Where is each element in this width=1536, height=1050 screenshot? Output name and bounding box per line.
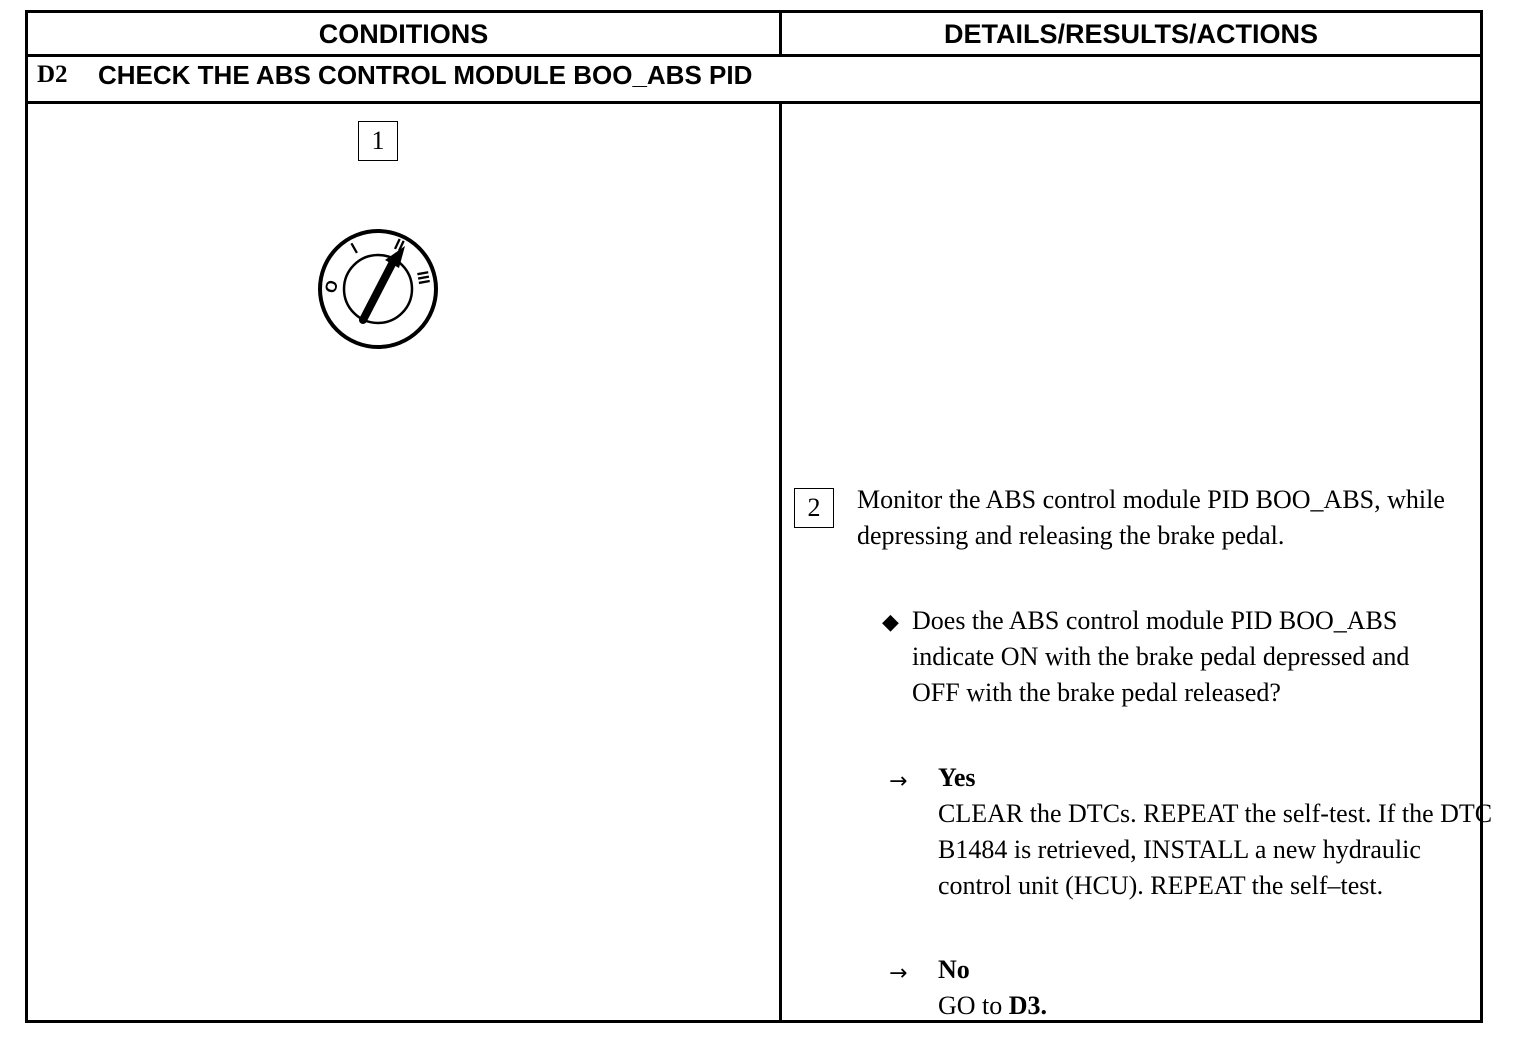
diagnostic-table [25,10,1493,1023]
switch-label-2: II [391,236,407,256]
question-text: Does the ABS control module PID BOO_ABS indicate ON with the brake pedal depressed and OFF with the brake pedal released? [912,606,1410,707]
step-row [28,57,1480,104]
conditions-cell [28,104,782,1020]
switch-label-1: I [348,240,361,258]
bullet-icon: ◆ [882,609,899,634]
response-no-label: No [938,955,970,984]
step-box-2: 2 [794,488,834,528]
goto-step-link: D3. [1008,991,1048,1020]
response-no-prefix: GO to [938,991,1009,1020]
ignition-switch-icon [313,224,443,354]
arrow-right-icon: → [889,769,908,794]
details-cell [782,104,1493,1020]
arrow-right-icon: → [889,961,908,986]
step-title: CHECK THE ABS CONTROL MODULE BOO_ABS PID [98,60,753,90]
details-header: DETAILS/RESULTS/ACTIONS [943,19,1318,49]
instruction-text: Monitor the ABS control module PID BOO_ABS, while depressing and releasing the brake pedal. [857,485,1445,550]
header-row [28,13,1480,57]
step-id: D2 [37,61,68,88]
response-yes-label: Yes [938,763,976,792]
switch-label-3: III [413,269,433,286]
conditions-header: CONDITIONS [28,13,782,54]
response-yes-text: CLEAR the DTCs. REPEAT the self-test. If the DTC B1484 is retrieved, INSTALL a new hydraulic control unit (HCU). REPEAT the self–test. [938,799,1493,900]
step-box-1: 1 [358,121,398,161]
switch-label-0: O [322,278,343,296]
response-no-text [938,988,1498,1024]
